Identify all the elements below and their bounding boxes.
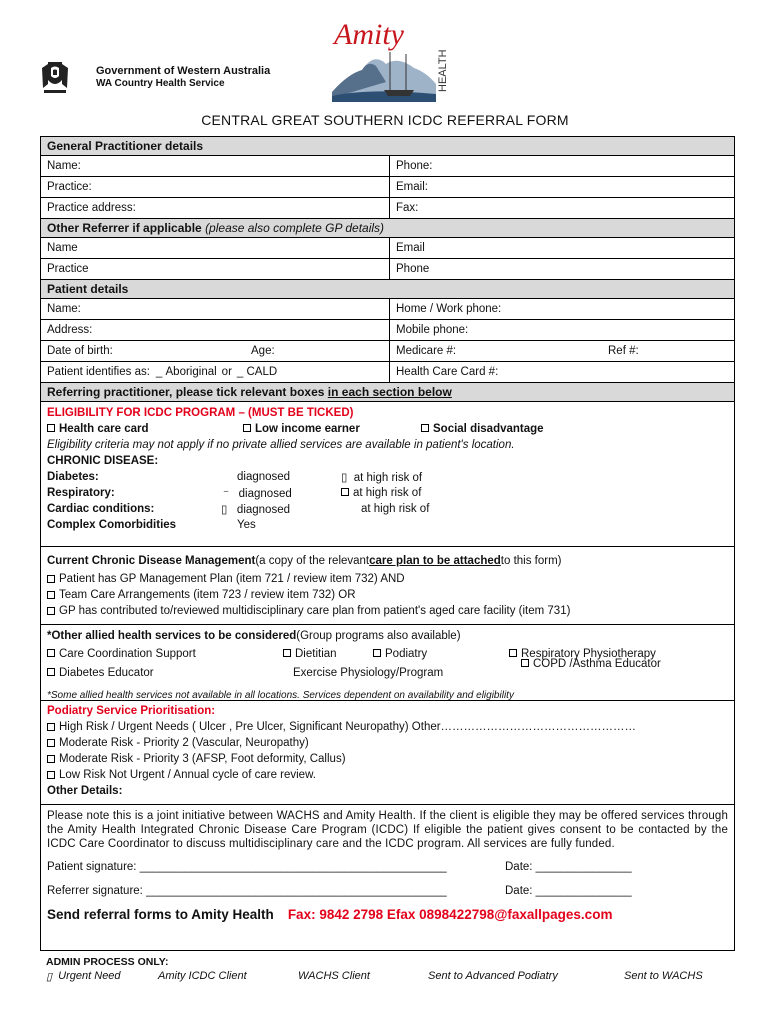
medicare-field[interactable]: Medicare #: (396, 345, 457, 357)
other-name-field[interactable]: Name (41, 238, 390, 258)
chronic-row (47, 469, 728, 485)
admin-label: ADMIN PROCESS ONLY: (46, 956, 169, 968)
exercise-physiology-option[interactable]: Exercise Physiology/Program (293, 667, 444, 679)
chronic-disease-list (47, 469, 728, 533)
patient-signature-field[interactable]: Patient signature: ________________________________________________ (47, 861, 447, 873)
chronic-row (47, 517, 728, 533)
dob-field[interactable]: Date of birth: (47, 345, 113, 357)
allied-title: *Other allied health services to be considered (Group programs also available) (47, 630, 461, 642)
gp-address-field[interactable]: Practice address: (41, 198, 390, 218)
referrer-signature-field[interactable]: Referrer signature: _______________________________________________ (47, 885, 447, 897)
checkbox-icon (47, 591, 55, 599)
amity-logo-icon (328, 12, 458, 104)
referrer-date-field[interactable]: Date: _______________ (505, 885, 632, 897)
patient-medicare-ref-cell (390, 341, 734, 361)
checkbox-icon (47, 424, 55, 432)
health-care-card-field[interactable]: Health Care Card #: (396, 366, 499, 378)
management-item[interactable]: GP has contributed to/reviewed multidisciplinary care plan from patient's aged care facility (item 731) (47, 603, 728, 619)
cald-checkbox[interactable]: _ (236, 366, 247, 378)
chronic-row (47, 501, 728, 517)
allied-note: *Some allied health services not available in all locations. Services dependent on availability and eligibility (47, 689, 514, 701)
patient-row-3 (41, 341, 734, 362)
checkbox-icon (521, 659, 529, 667)
yes-option[interactable]: Yes (237, 519, 256, 531)
age-field[interactable]: Age: (251, 345, 275, 357)
gp-row-3 (41, 198, 734, 219)
ref-field[interactable]: Ref #: (608, 345, 639, 357)
other-phone-field[interactable]: Phone (396, 263, 430, 275)
respiratory-physio-option[interactable]: Respiratory Physiotherapy (509, 648, 656, 660)
other-details-label[interactable]: Other Details: (47, 785, 123, 797)
eligibility-section (41, 402, 734, 547)
admin-section (46, 956, 736, 986)
gp-fax-field[interactable]: Fax: (396, 202, 419, 214)
other-referrer-heading: Other Referrer if applicable (please also complete GP details) (41, 219, 734, 238)
gp-name-field[interactable]: Name: (41, 156, 390, 176)
podiatry-title: Podiatry Service Prioritisation: (47, 705, 216, 717)
patient-address-field[interactable]: Address: (41, 320, 390, 340)
referrer-signature-row (47, 879, 728, 903)
consent-notice: Please note this is a joint initiative between WACHS and Amity Health. If the client is eligible they may be offered services through the Amity Health Integrated Chronic Disease Care Program (ICDC) If eligible the patient gives consent to be contacted by the ICDC Care Coordinator to discuss multidisciplinary care and the ICDC program. All services are fully funded. (47, 810, 728, 850)
checkbox-icon (47, 668, 55, 676)
checkbox-icon (47, 739, 55, 747)
at-risk-option[interactable]: ▯ at high risk of (341, 472, 423, 484)
at-risk-option[interactable]: at high risk of (341, 487, 421, 499)
at-risk-option[interactable]: at high risk of (361, 503, 430, 515)
management-section (41, 547, 734, 625)
checkbox-icon (283, 649, 291, 657)
crest-icon (40, 58, 92, 98)
checkbox-icon (373, 649, 381, 657)
wa-government-logo (40, 58, 280, 102)
patient-row-4 (41, 362, 734, 383)
page-title: CENTRAL GREAT SOUTHERN ICDC REFERRAL FORM (201, 112, 569, 128)
identifies-cell (41, 362, 390, 382)
eligibility-note: Eligibility criteria may not apply if no private allied services are available in patient's location. (47, 439, 515, 451)
checkbox-icon (341, 488, 349, 496)
chronic-label: Diabetes: (47, 471, 99, 483)
podiatry-item[interactable]: Moderate Risk - Priority 2 (Vascular, Neuropathy) (47, 735, 728, 751)
service-name: WA Country Health Service (96, 78, 225, 89)
gp-phone-field[interactable]: Phone: (396, 160, 433, 172)
urgent-need-option[interactable]: ▯ Urgent Need (46, 970, 121, 983)
gp-row-2 (41, 177, 734, 198)
podiatry-item[interactable]: Moderate Risk - Priority 3 (AFSP, Foot deformity, Callus) (47, 751, 728, 767)
tick-instruction-heading: Referring practitioner, please tick relevant boxes in each section below (41, 383, 734, 402)
wachs-client-option[interactable]: WACHS Client (298, 970, 370, 982)
podiatry-option[interactable]: Podiatry (373, 648, 427, 660)
health-care-card-option[interactable]: Health care card (47, 423, 149, 435)
diagnosed-option[interactable]: diagnosed (237, 471, 291, 483)
checkbox-icon (47, 723, 55, 731)
allied-row-2 (47, 658, 728, 682)
podiatry-item[interactable]: High Risk / Urgent Needs ( Ulcer , Pre Ulcer, Significant Neuropathy) Other…………………………………………… (47, 719, 728, 735)
diagnosed-option[interactable]: ⁻ diagnosed (223, 488, 292, 500)
patient-row-1 (41, 299, 734, 320)
other-practice-field[interactable]: Practice (41, 259, 390, 279)
chronic-label: Cardiac conditions: (47, 503, 155, 515)
management-item[interactable]: Patient has GP Management Plan (item 721 / review item 732) AND (47, 571, 728, 587)
patient-dob-age-cell (41, 341, 390, 361)
other-email-field[interactable]: Email (396, 242, 425, 254)
fax-contact[interactable]: Fax: 9842 2798 Efax 0898422798@faxallpages.com (287, 906, 613, 922)
checkbox-icon (47, 575, 55, 583)
send-instructions (47, 903, 728, 925)
chronic-label: Respiratory: (47, 487, 115, 499)
gp-email-field[interactable]: Email: (396, 181, 428, 193)
patient-mobile-field[interactable]: Mobile phone: (396, 324, 469, 336)
patient-home-phone-field[interactable]: Home / Work phone: (396, 303, 502, 315)
send-label: Send referral forms to Amity Health (47, 906, 274, 922)
eligibility-title: ELIGIBILITY FOR ICDC PROGRAM – (MUST BE TICKED) (47, 407, 354, 419)
dietitian-option[interactable]: Dietitian (283, 648, 337, 660)
social-disadvantage-option[interactable]: Social disadvantage (421, 423, 544, 435)
sent-to-wachs-option[interactable]: Sent to WACHS (624, 970, 703, 982)
amity-client-option[interactable]: Amity ICDC Client (158, 970, 247, 982)
patient-signature-row (47, 855, 728, 879)
gp-row-1 (41, 156, 734, 177)
diabetes-educator-option[interactable]: Diabetes Educator (47, 667, 154, 679)
amity-health-logo (328, 12, 458, 104)
care-coordination-option[interactable]: Care Coordination Support (47, 648, 196, 660)
aboriginal-label: Aboriginal (165, 366, 217, 378)
eligibility-options (47, 421, 728, 437)
podiatry-item[interactable]: Low Risk Not Urgent / Annual cycle of care review. (47, 767, 728, 783)
advanced-podiatry-option[interactable]: Sent to Advanced Podiatry (428, 970, 558, 982)
low-income-option[interactable]: Low income earner (243, 423, 360, 435)
patient-date-field[interactable]: Date: _______________ (505, 861, 632, 873)
amity-brand-text: Amity (334, 18, 404, 51)
gov-name: Government of Western Australia (96, 65, 271, 77)
patient-section-heading: Patient details (41, 280, 734, 299)
chronic-label: Complex Comorbidities (47, 519, 177, 531)
gp-section-heading: General Practitioner details (41, 137, 734, 156)
checkbox-icon (47, 649, 55, 657)
checkbox-icon (47, 607, 55, 615)
patient-name-field[interactable]: Name: (41, 299, 390, 319)
amity-sub-text: HEALTH (437, 49, 449, 92)
chronic-row (47, 485, 728, 501)
management-item[interactable]: Team Care Arrangements (item 723 / review item 732) OR (47, 587, 728, 603)
chronic-disease-title: CHRONIC DISEASE: (47, 455, 159, 467)
management-title: Current Chronic Disease Management (a copy of the relevant care plan to be attached to this form) (47, 555, 562, 567)
allied-health-section (41, 625, 734, 701)
cald-label: CALD (246, 366, 278, 378)
admin-options (46, 970, 736, 986)
other-row-2 (41, 259, 734, 280)
podiatry-section (41, 701, 734, 805)
gp-practice-field[interactable]: Practice: (41, 177, 390, 197)
checkbox-icon (47, 771, 55, 779)
checkbox-icon (421, 424, 429, 432)
checkbox-icon (509, 649, 517, 657)
aboriginal-checkbox[interactable]: _ (155, 366, 166, 378)
checkbox-icon (47, 755, 55, 763)
or-label: or (221, 366, 232, 378)
diagnosed-option[interactable]: ▯ diagnosed (221, 504, 290, 516)
checkbox-icon (243, 424, 251, 432)
consent-section (41, 805, 734, 950)
referral-form (40, 136, 735, 951)
other-row-1 (41, 238, 734, 259)
copd-educator-option[interactable]: COPD /Asthma Educator (521, 658, 661, 670)
patient-row-2 (41, 320, 734, 341)
identifies-label: Patient identifies as: (47, 366, 150, 378)
